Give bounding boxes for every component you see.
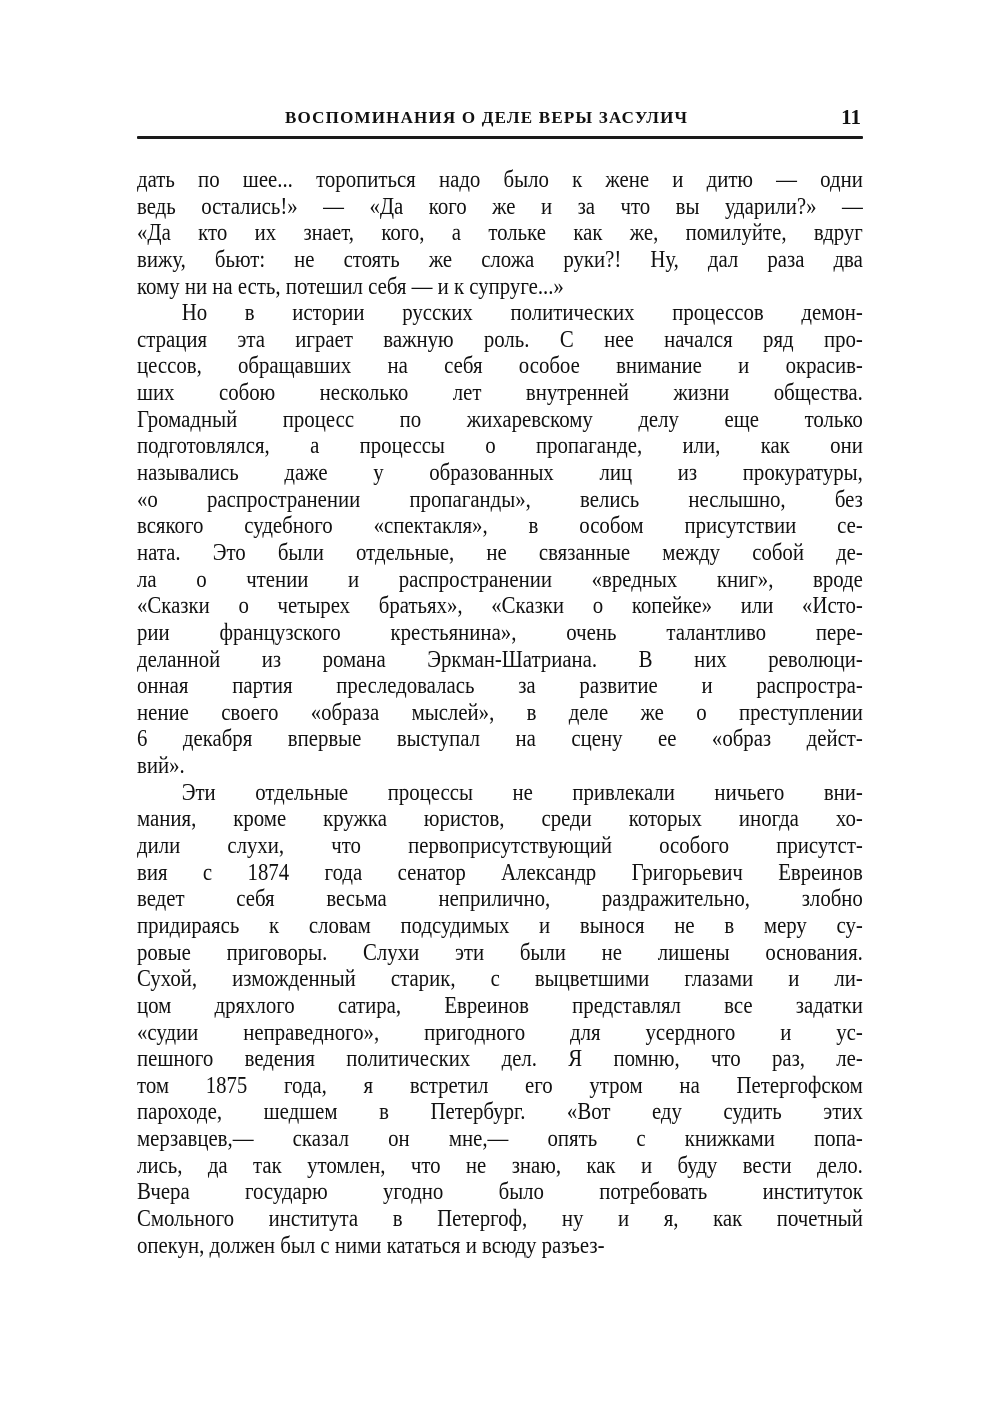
paragraph: [137, 300, 863, 780]
text-line: «Сказки о четырех братьях», «Сказки о копейке» или «Исто-: [137, 592, 863, 620]
running-head: [137, 98, 863, 132]
text-line: ровые приговоры. Слухи эти были не лишены основания.: [137, 938, 863, 966]
book-page: [137, 98, 863, 1259]
text-line: мерзавцев,— сказал он мне,— опять с книжками попа-: [137, 1125, 863, 1153]
text-line: вижу, бьют: не стоять же сложа руки?! Ну, дал раза два: [137, 245, 863, 273]
text-line: ла о чтении и распространении «вредных книг», вроде: [137, 565, 863, 593]
text-line: вий».: [137, 752, 185, 780]
text-line: вия с 1874 года сенатор Александр Григорьевич Евреинов: [137, 858, 863, 886]
page-number: 11: [841, 105, 861, 129]
text-line: Смольного института в Петергоф, ну и я, как почетный: [137, 1204, 863, 1232]
text-line: том 1875 года, я встретил его утром на Петергофском: [137, 1071, 863, 1099]
text-line: ших собою несколько лет внутренней жизни общества.: [137, 379, 863, 407]
text-line: онная партия преследовалась за развитие и распростра-: [137, 672, 863, 700]
body-text: [137, 167, 863, 1259]
text-line: опекун, должен был с ними кататься и всюду разъез-: [137, 1231, 605, 1259]
text-line: Эти отдельные процессы не привлекали ничьего вни-: [181, 778, 863, 806]
text-line: подготовлялся, а процессы о пропаганде, или, как они: [137, 432, 863, 460]
text-line: пешного ведения политических дел. Я помню, что раз, ле-: [137, 1045, 863, 1073]
text-line: «Да кто их знает, кого, а тольке как же, помилуйте, вдруг: [137, 219, 863, 247]
header-rule: [137, 136, 863, 139]
text-line: назывались даже у образованных лиц из прокуратуры,: [137, 459, 863, 487]
text-line: «о распространении пропаганды», велись неслышно, без: [137, 485, 863, 513]
text-line: Сухой, изможденный старик, с выцветшими глазами и ли-: [137, 965, 863, 993]
text-line: Вчера государю угодно было потребовать институток: [137, 1178, 863, 1206]
text-line: придираясь к словам подсудимых и вынося не в меру су-: [137, 911, 863, 939]
text-line: цессов, обращавших на себя особое внимание и окрасив-: [137, 352, 863, 380]
text-line: рии французского крестьянина», очень талантливо пере-: [137, 618, 863, 646]
text-line: 6 декабря впервые выступал на сцену ее «образ дейст-: [137, 725, 863, 753]
text-line: всякого судебного «спектакля», в особом присутствии се-: [137, 512, 863, 540]
text-line: ведет себя весьма неприлично, раздражительно, злобно: [137, 885, 863, 913]
text-line: страция эта играет важную роль. С нее начался ряд про-: [137, 325, 863, 353]
text-line: нение своего «образа мыслей», в деле же о преступлении: [137, 698, 863, 726]
text-line: деланной из романа Эркман-Шатриана. В них революци-: [137, 645, 863, 673]
text-line: ната. Это были отдельные, не связанные между собой де-: [137, 538, 863, 566]
text-line: Громадный процесс по жихаревскому делу еще только: [137, 405, 863, 433]
text-line: мания, кроме кружка юристов, среди которых иногда хо-: [137, 805, 863, 833]
text-line: «судии неправедного», пригодного для усердного и ус-: [137, 1018, 863, 1046]
text-line: кому ни на есть, потешил себя — и к супруге...»: [137, 272, 564, 300]
text-line: цом дряхлого сатира, Евреинов представлял все задатки: [137, 991, 863, 1019]
paragraph: [137, 167, 863, 300]
text-line: дать по шее... торопиться надо было к жене и дитю — одни: [137, 166, 863, 193]
text-line: дили слухи, что первоприсутствующий особого присутст-: [137, 832, 863, 860]
text-line: Но в истории русских политических процессов демон-: [181, 299, 863, 327]
running-title: ВОСПОМИНАНИЯ О ДЕЛЕ ВЕРЫ ЗАСУЛИЧ: [285, 108, 689, 127]
text-line: пароходе, шедшем в Петербург. «Вот еду судить этих: [137, 1098, 863, 1126]
paragraph: [137, 780, 863, 1260]
text-line: ведь остались!» — «Да кого же и за что вы ударили?» —: [137, 192, 863, 220]
text-line: лись, да так утомлен, что не знаю, как и буду вести дело.: [137, 1151, 863, 1179]
